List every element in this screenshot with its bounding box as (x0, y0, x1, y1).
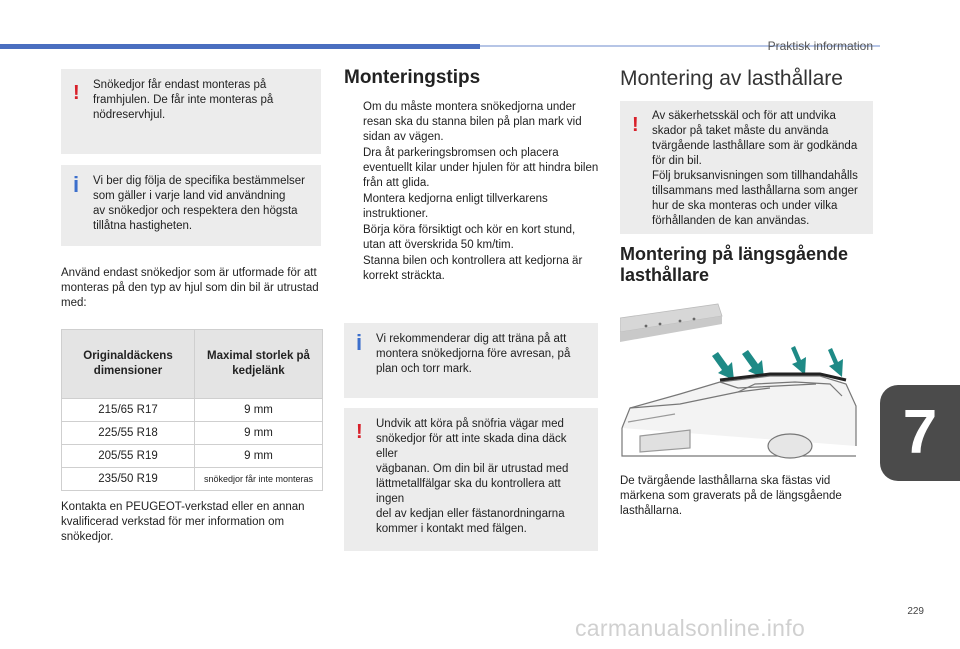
table-cell: 215/65 R17 (62, 399, 195, 422)
table-row (62, 422, 323, 445)
intro-paragraph: Använd endast snökedjor som är utformade för att monteras på den typ av hjul som din bil är utrustad med: (61, 267, 319, 309)
table-row (62, 445, 323, 468)
roof-bars-caption: De tvärgående lasthållarna ska fästas vid märkena som graverats på de längsgående lasthållarna. (620, 475, 842, 517)
table-header-cell: Maximal storlek på kedjelänk (195, 330, 323, 399)
info-text: Vi rekommenderar dig att träna på att montera snökedjorna före avresan, på plan och torr mark. (376, 333, 571, 375)
warning-icon: ! (356, 421, 363, 443)
section-title: Praktisk information (767, 39, 873, 53)
heading-monteringstips: Monteringstips (344, 67, 481, 88)
table-row (62, 468, 323, 491)
table-cell: 9 mm (195, 422, 323, 445)
list-item: Montera kedjorna enligt tillverkarens instruktioner. (363, 193, 548, 220)
info-icon: i (356, 330, 363, 355)
warning-icon: ! (632, 114, 639, 136)
warning-box-snowfree-roads (344, 408, 598, 551)
list-item: Börja köra försiktigt och kör en kort stund, utan att överskrida 50 km/tim. (363, 224, 576, 251)
table-cell: 225/55 R18 (62, 422, 195, 445)
watermark: carmanualsonline.info (575, 615, 806, 641)
list-item: Om du måste montera snökedjorna under resan ska du stanna bilen på plan mark vid sidan av vägen. (363, 101, 582, 143)
warning-icon: ! (73, 82, 80, 104)
car-silhouette (622, 374, 856, 458)
contact-paragraph: Kontakta en PEUGEOT-verkstad eller en annan kvalificerad verkstad för mer information om snökedjor. (61, 501, 305, 543)
list-item: Stanna bilen och kontrollera att kedjorna är korrekt sträckta. (363, 255, 583, 282)
table-row (62, 399, 323, 422)
table-cell: 235/50 R19 (62, 468, 195, 491)
info-box-practice (344, 323, 598, 398)
heading-roof-bars: Montering av lasthållare (620, 67, 843, 90)
warning-text: Av säkerhetsskäl och för att undvika skador på taket måste du använda tvärgående lasthållare som är godkända för din bil. Följ bruksanvisningen som tillhandahålls tillsammans med lasthållarna som anger hur de ska monteras och under vilka förhållanden de kan användas. (652, 110, 858, 227)
table-cell: snökedjor får inte monteras (195, 468, 323, 491)
table-header-row (62, 330, 323, 399)
table-cell: 205/55 R19 (62, 445, 195, 468)
heading-longitudinal-bars: Montering på längsgående lasthållare (620, 244, 849, 285)
warning-box-snow-chains (61, 69, 321, 154)
roof-rail-detail (620, 304, 722, 342)
tips-list (344, 100, 599, 285)
chapter-tab: 7 (880, 385, 960, 481)
warning-text: Undvik att köra på snöfria vägar med snökedjor för att inte skada dina däck eller vägbanan. Om din bil är utrustad med lättmetallfälgar ska du kontrollera att ingen del av kedjan eller fästanordningarna kommer i kontakt med fälgen. (376, 418, 569, 535)
table-cell: 9 mm (195, 399, 323, 422)
roof-bars-illustration (620, 296, 858, 464)
table-cell: 9 mm (195, 445, 323, 468)
info-box-regulations (61, 165, 321, 246)
info-icon: i (73, 172, 80, 197)
warning-box-roof-bars (620, 101, 873, 234)
warning-text: Snökedjor får endast monteras på framhjulen. De får inte monteras på nödreservhjul. (93, 79, 274, 121)
chain-size-table (61, 329, 323, 491)
header-accent-bar (0, 44, 480, 49)
table-header-cell: Originaldäckens dimensioner (62, 330, 195, 399)
page-number: 229 (907, 606, 924, 617)
info-text: Vi ber dig följa de specifika bestämmelser som gäller i varje land vid användning av snökedjor och respektera den högsta tillåtna hastigheten. (93, 175, 306, 232)
list-item: Dra åt parkeringsbromsen och placera eventuellt kilar under hjulen för att hindra bilen från att glida. (363, 147, 599, 189)
